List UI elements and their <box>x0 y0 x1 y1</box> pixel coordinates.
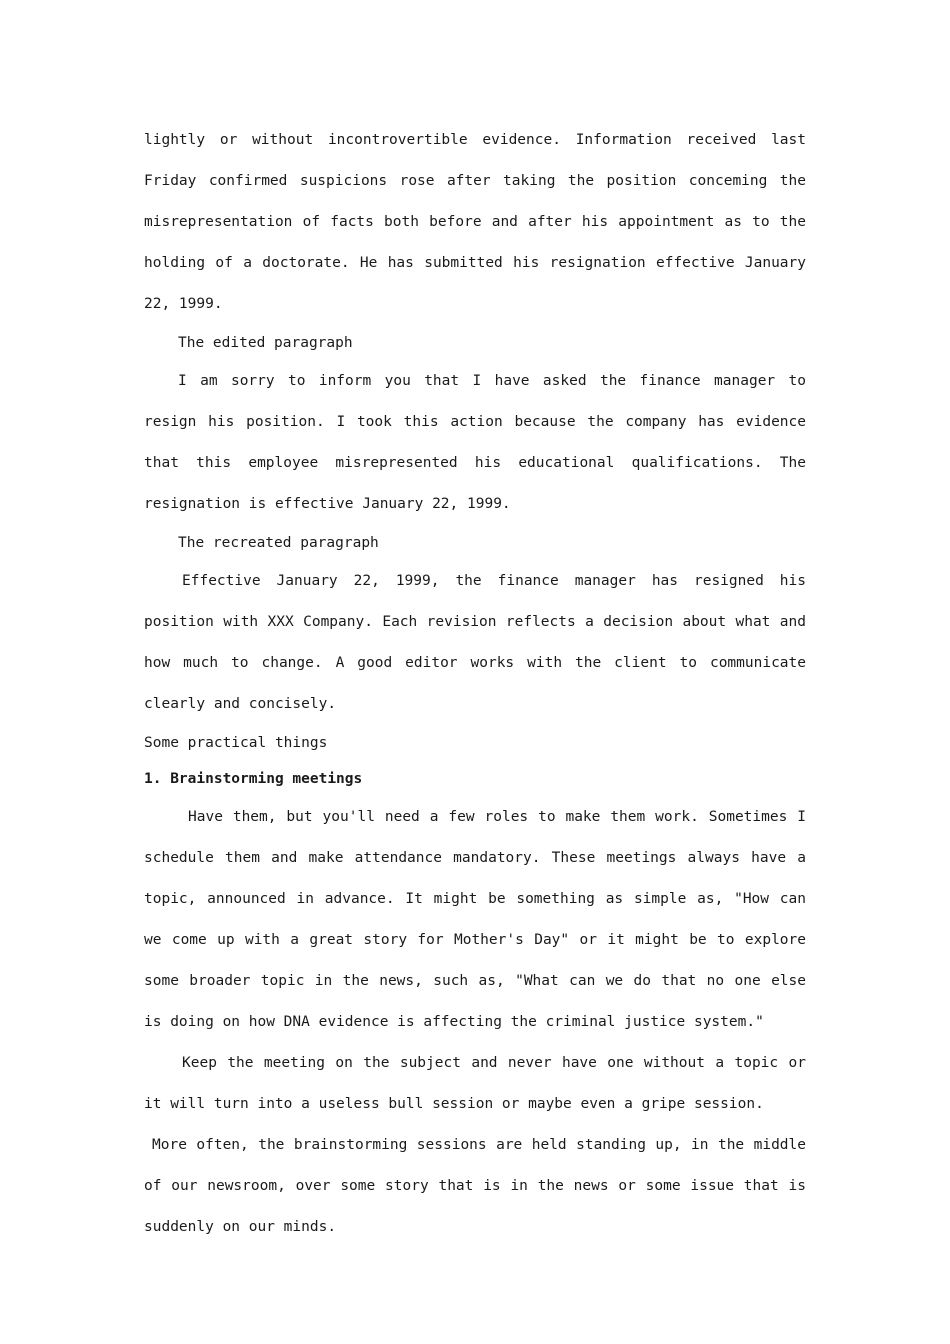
paragraph-brainstorming-3: More often, the brainstorming sessions are held standing up, in the middle of our newsroom, over some story that is in the news or some issue that is suddenly on our minds. <box>144 1137 806 1235</box>
document-page <box>144 120 806 1248</box>
paragraph-resignation-original: lightly or without incontrovertible evidence. Information received last Friday confirmed suspicions rose after taking the position conceming the misrepresentation of facts both before and after his appointment as to the holding of a doctorate. He has submitted his resignation effective January 22, 1999. <box>144 132 806 312</box>
heading-practical-things: Some practical things <box>144 735 328 751</box>
heading-edited-paragraph: The edited paragraph <box>178 335 353 351</box>
paragraph-brainstorming-2: Keep the meeting on the subject and never have one without a topic or it will turn into a useless bull session or maybe even a gripe session. <box>144 1055 806 1112</box>
paragraph-edited: I am sorry to inform you that I have asked the finance manager to resign his position. I took this action because the company has evidence that this employee misrepresented his educational qualifications. The resignation is effective January 22, 1999. <box>144 373 806 512</box>
paragraph-recreated: Effective January 22, 1999, the finance manager has resigned his position with XXX Company. Each revision reflects a decision about what and how much to change. A good editor works with the client to communicate clearly and concisely. <box>144 573 806 712</box>
heading-recreated-paragraph: The recreated paragraph <box>178 535 379 551</box>
paragraph-brainstorming-1: Have them, but you'll need a few roles to make them work. Sometimes I schedule them and make attendance mandatory. These meetings always have a topic, announced in advance. It might be something as simple as, "How can we come up with a great story for Mother's Day" or it might be to explore some broader topic in the news, such as, "What can we do that no one else is doing on how DNA evidence is affecting the criminal justice system." <box>144 809 806 1030</box>
heading-brainstorming-meetings: 1. Brainstorming meetings <box>144 771 363 787</box>
